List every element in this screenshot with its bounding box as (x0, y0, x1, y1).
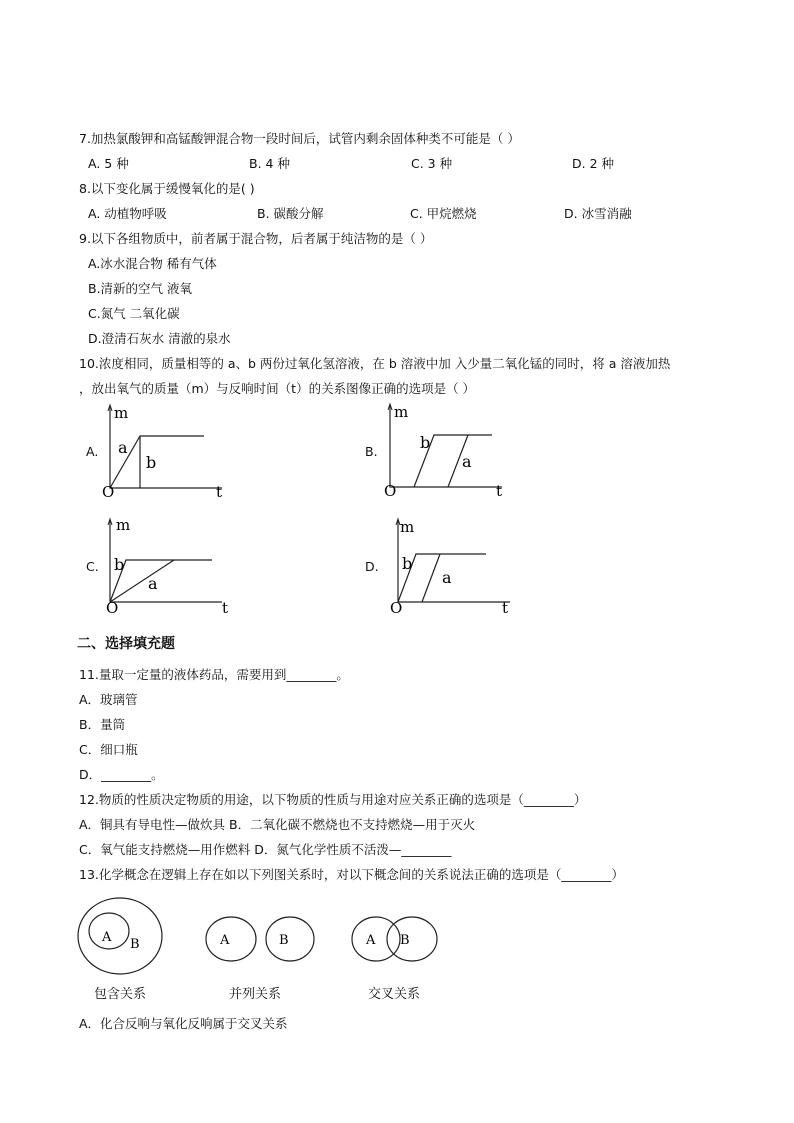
q8-option-c: C. 甲烷燃烧 (410, 206, 477, 221)
graph-c-label: C. (86, 559, 99, 574)
caption-intersection: 交叉关系 (368, 987, 421, 1002)
q9-option-b: B.清新的空气 液氧 (88, 281, 193, 296)
graph-d-x-label: t (502, 599, 509, 617)
graph-a-x-label: t (216, 483, 223, 501)
q9-option-c: C.氮气 二氧化碳 (88, 306, 180, 321)
graph-c-curve-a-label: a (148, 574, 158, 593)
graph-c-x-label: t (222, 599, 229, 617)
q11-stem: 11.量取一定量的液体药品，需要用到________。 (79, 667, 349, 682)
graph-d-curve-a-label: a (442, 568, 452, 587)
q7-option-c: C. 3 种 (411, 156, 453, 171)
graph-d (384, 516, 524, 617)
graph-a-label: A. (86, 444, 99, 459)
graph-b-x-label: t (496, 482, 503, 500)
graph-b-label: B. (365, 444, 378, 459)
q7-stem: 7.加热氯酸钾和高锰酸钾混合物一段时间后，试管内剩余固体种类不可能是（ ） (79, 131, 520, 146)
graph-d-y-label: m (400, 518, 415, 536)
graph-d-origin: O (390, 599, 403, 617)
graph-c (96, 516, 236, 617)
q9-stem: 9.以下各组物质中，前者属于混合物，后者属于纯洁物的是（ ） (79, 231, 433, 246)
venn-inclusion-a: A (102, 930, 112, 945)
q8-option-a: A. 动植物呼吸 (88, 206, 167, 221)
q7-option-a: A. 5 种 (88, 156, 129, 171)
graph-c-curve-b-label: b (114, 555, 125, 574)
venn-parallel-a-circle (206, 917, 256, 961)
q12-options-ab: A．铜具有导电性—做炊具 B．二氧化碳不燃烧也不支持燃烧—用于灭火 (79, 817, 476, 832)
q8-stem: 8.以下变化属于缓慢氧化的是( ) (79, 181, 255, 196)
q12-options-cd: C．氧气能支持燃烧—用作燃料 D．氮气化学性质不活泼—________ (79, 842, 452, 857)
graph-d-axes (398, 520, 510, 602)
q9-option-d: D.澄清石灰水 清澈的泉水 (88, 331, 231, 346)
graph-b-origin: O (384, 482, 397, 500)
q11-option-d: D．________。 (79, 767, 164, 782)
graph-c-origin: O (106, 599, 119, 617)
q7-option-b: B. 4 种 (249, 156, 290, 171)
venn-intersect-b-circle (387, 917, 437, 961)
graph-c-curve-b (110, 560, 212, 602)
graph-b-curve-b-label: b (420, 433, 431, 452)
venn-inclusion-outer (78, 898, 162, 974)
q10-stem-line1: 10.浓度相同，质量相等的 a、b 两份过氧化氢溶液，在 b 溶液中加 入少量二氧化锰的同时，将 a 溶液加热 (79, 356, 671, 371)
venn-inclusion-b: B (130, 937, 140, 952)
section-2-heading: 二、选择填充题 (77, 636, 175, 652)
q13-option-a: A．化合反响与氧化反响属于交叉关系 (79, 1016, 288, 1031)
q8-option-b: B. 碳酸分解 (257, 206, 324, 221)
venn-parallel-a: A (220, 933, 230, 948)
graph-d-curve-b-label: b (402, 554, 413, 573)
caption-parallel: 并列关系 (229, 987, 282, 1002)
graph-a-curve-a-label: a (118, 438, 128, 457)
graph-a-curve-b-label: b (146, 453, 157, 472)
graph-c-y-label: m (116, 516, 131, 534)
graph-b (376, 401, 516, 500)
q10-stem-line2: ，放出氧气的质量（m）与反响时间（t）的关系图像正确的选项是（ ） (79, 381, 476, 396)
caption-inclusion: 包含关系 (94, 987, 147, 1002)
graph-b-y-label: m (394, 403, 409, 421)
q8-option-d: D. 冰雪消融 (564, 206, 632, 221)
venn-parallel-b: B (279, 933, 289, 948)
q12-stem: 12.物质的性质决定物质的用途，以下物质的性质与用途对应关系正确的选项是（________） (79, 792, 587, 807)
venn-intersect-b: B (400, 933, 410, 948)
graph-a-y-label: m (114, 404, 129, 422)
venn-diagrams (76, 894, 446, 974)
q11-option-b: B．量筒 (79, 717, 126, 732)
graph-b-curve-a-label: a (462, 452, 472, 471)
q11-option-c: C．细口瓶 (79, 742, 138, 757)
q13-stem: 13.化学概念在逻辑上存在如以下列图关系时，对以下概念间的关系说法正确的选项是（________） (79, 867, 624, 882)
venn-parallel-b-circle (266, 917, 314, 961)
graph-a (96, 402, 236, 501)
venn-intersect-a-circle (352, 917, 400, 961)
graph-d-label: D. (365, 559, 379, 574)
venn-intersect-a: A (366, 933, 376, 948)
q7-option-d: D. 2 种 (572, 156, 614, 171)
graph-d-curve-a (422, 554, 440, 602)
q11-option-a: A．玻璃管 (79, 692, 138, 707)
q9-option-a: A.冰水混合物 稀有气体 (88, 256, 217, 271)
graph-a-origin: O (102, 483, 115, 501)
